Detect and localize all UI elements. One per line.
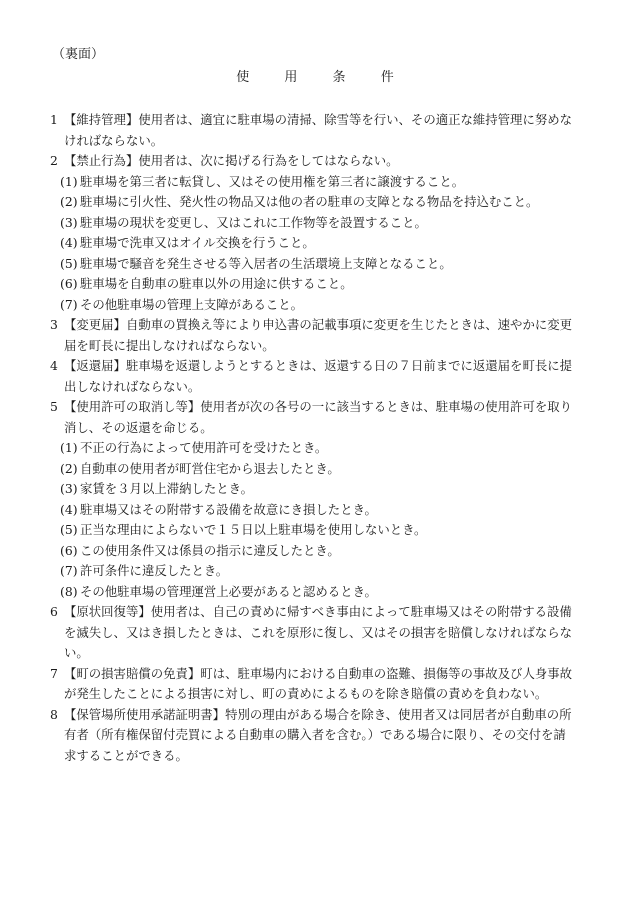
list-item-text: 正当な理由によらないで１５日以上駐車場を使用しないとき。 bbox=[80, 522, 427, 537]
list-item-text: 家賃を３月以上滞納したとき。 bbox=[80, 481, 253, 496]
list-item-text: 駐車場に引火性、発火性の物品又は他の者の駐車の支障となる物品を持込むこと。 bbox=[80, 194, 539, 209]
list-item-text: 駐車場で騒音を発生させる等入居者の生活環境上支障となること。 bbox=[80, 255, 452, 271]
clause-subitem-list bbox=[50, 172, 574, 316]
clause-text: 【変更届】自動車の買換え等により申込書の記載事項に変更を生じたときは、速やかに変更届を町長に提出しなければならない。 bbox=[64, 317, 573, 353]
list-item-number: (7) bbox=[60, 296, 78, 312]
clause-text: 【保管場所使用承諾証明書】特別の理由がある場合を除き、使用者又は同居者が自動車の所有者（所有権保留付売買による自動車の購入者を含む。）である場合に限り、その交付を請求することができる。 bbox=[64, 706, 572, 763]
list-item bbox=[50, 233, 574, 254]
list-item-text: 自動車の使用者が町営住宅から退去したとき。 bbox=[80, 460, 340, 476]
clause-text: 【禁止行為】使用者は、次に掲げる行為をしてはならない。 bbox=[64, 153, 399, 168]
list-item bbox=[50, 213, 574, 234]
list-item-text: 不正の行為によって使用許可を受けたとき。 bbox=[80, 440, 328, 455]
list-item-number: (3) bbox=[60, 481, 78, 496]
clause-2 bbox=[50, 151, 574, 172]
clause-number: 5 bbox=[50, 399, 58, 414]
list-item-number: (1) bbox=[60, 440, 78, 455]
list-item bbox=[50, 500, 574, 521]
list-item-text: 駐車場で洗車又はオイル交換を行うこと。 bbox=[80, 235, 315, 250]
back-side-label: （裏面） bbox=[52, 47, 105, 62]
clause-3 bbox=[50, 315, 574, 356]
clause-text: 【使用許可の取消し等】使用者が次の各号の一に該当するときは、駐車場の使用許可を取り消し、その返還を命じる。 bbox=[64, 399, 573, 435]
list-item bbox=[50, 541, 574, 562]
list-item bbox=[50, 459, 574, 480]
clause-subitem-list bbox=[50, 438, 574, 602]
clause-1 bbox=[50, 110, 574, 151]
list-item bbox=[50, 192, 574, 213]
clause-text: 【町の損害賠償の免責】町は、駐車場内における自動車の盗難、損傷等の事故及び人身事故が発生したことによる損害に対し、町の責めによるものを除き賠償の責めを負わない。 bbox=[64, 665, 573, 701]
list-item-text: 駐車場又はその附帯する設備を故意にき損したとき。 bbox=[80, 501, 377, 517]
clause-number: 4 bbox=[50, 358, 58, 373]
clause-number: 7 bbox=[50, 665, 58, 681]
list-item-number: (8) bbox=[60, 583, 78, 599]
list-item-number: (5) bbox=[60, 255, 78, 271]
list-item bbox=[50, 561, 574, 582]
list-item-number: (5) bbox=[60, 522, 78, 537]
list-item-text: 許可条件に違反したとき。 bbox=[80, 563, 229, 578]
list-item-number: (6) bbox=[60, 542, 78, 558]
list-item bbox=[50, 520, 574, 541]
list-item-number: (7) bbox=[60, 563, 78, 578]
list-item-text: この使用条件又は係員の指示に違反したとき。 bbox=[80, 542, 340, 558]
list-item-number: (3) bbox=[60, 214, 78, 230]
list-item bbox=[50, 479, 574, 500]
list-item-number: (6) bbox=[60, 276, 78, 291]
clause-text: 【返還届】駐車場を返還しようとするときは、返還する日の７日前までに返還届を町長に提出しなければならない。 bbox=[64, 358, 573, 394]
clause-6 bbox=[50, 602, 574, 664]
list-item bbox=[50, 582, 574, 603]
clause-5 bbox=[50, 397, 574, 438]
list-item bbox=[50, 254, 574, 275]
clause-number: 8 bbox=[50, 706, 58, 722]
list-item-text: 駐車場を自動車の駐車以外の用途に供すること。 bbox=[80, 276, 353, 291]
list-item-text: 駐車場の現状を変更し、又はこれに工作物等を設置すること。 bbox=[80, 214, 427, 230]
clause-7 bbox=[50, 664, 574, 705]
list-item bbox=[50, 172, 574, 193]
clause-8 bbox=[50, 705, 574, 767]
clause-number: 3 bbox=[50, 317, 58, 332]
list-item-text: その他駐車場の管理運営上必要があると認めるとき。 bbox=[80, 583, 377, 599]
list-item bbox=[50, 274, 574, 295]
list-item-text: その他駐車場の管理上支障があること。 bbox=[80, 296, 304, 312]
conditions-list bbox=[50, 110, 574, 766]
list-item-number: (2) bbox=[60, 194, 78, 209]
clause-text: 【原状回復等】使用者は、自己の責めに帰すべき事由によって駐車場又はその附帯する設備を滅失し、又はき損したときは、これを原形に復し、又はその損害を賠償しなければならない。 bbox=[64, 604, 573, 660]
clause-number: 6 bbox=[50, 604, 58, 619]
clause-number: 1 bbox=[50, 112, 58, 127]
list-item-number: (2) bbox=[60, 460, 78, 476]
list-item bbox=[50, 438, 574, 459]
page-title: 使 用 条 件 bbox=[236, 70, 394, 85]
list-item bbox=[50, 295, 574, 316]
list-item-number: (1) bbox=[60, 173, 78, 189]
list-item-number: (4) bbox=[60, 235, 78, 250]
clause-number: 2 bbox=[50, 153, 58, 168]
list-item-number: (4) bbox=[60, 501, 78, 517]
list-item-text: 駐車場を第三者に転貸し、又はその使用権を第三者に譲渡すること。 bbox=[80, 173, 465, 189]
clause-4 bbox=[50, 356, 574, 397]
clause-text: 【維持管理】使用者は、適宜に駐車場の清掃、除雪等を行い、その適正な維持管理に努めなければならない。 bbox=[64, 112, 573, 148]
